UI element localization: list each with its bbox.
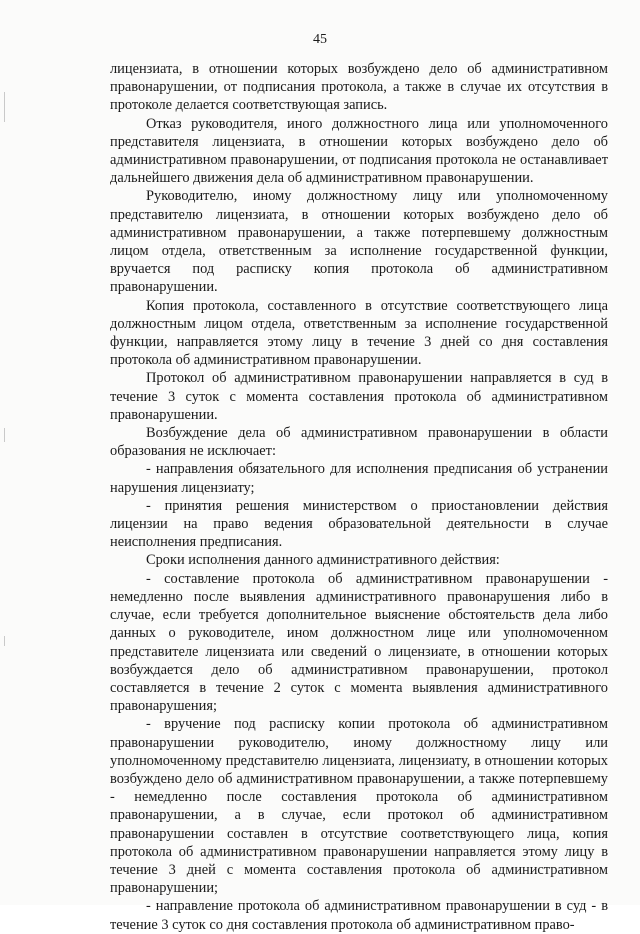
paragraph: Сроки исполнения данного административного действия: bbox=[146, 552, 500, 569]
paragraph: Возбуждение дела об административном правонарушении в области образования не исключает: bbox=[110, 425, 608, 460]
scan-margin-mark bbox=[4, 92, 5, 122]
list-item: - направление протокола об административном правонарушении в суд - в течение 3 суток со дня составления протокола об административном право- bbox=[110, 898, 608, 933]
paragraph: Копия протокола, составленного в отсутствие соответствующего лица должностным лицом отдела, ответственным за исполнение государственной функции, направляется этому лицу в течение 3 дней со дня составления протокола об административном правонарушении. bbox=[110, 297, 608, 369]
list-item: - вручение под расписку копии протокола об административном правонарушении руководителю, иному должностному лицу или уполномоченному представителю лицензиата, лицензиату, в отношении которых возбуждено дело об административном правонарушении, а также потерпевшему - немедленно после составления протокола об административном правонарушении, а в случае, если протокол об административном правонарушении составлен в отсутствие соответствующего лица, копия протокола об административном правонарушении направляется этому лицу в течение 3 дней с момента составления протокола об административном правонарушении; bbox=[110, 716, 608, 897]
paragraph: Протокол об административном правонарушении направляется в суд в течение 3 суток с момента составления протокола об административном правонарушении. bbox=[110, 370, 608, 423]
page-number: 45 bbox=[313, 32, 327, 47]
document-body bbox=[110, 60, 608, 934]
scan-margin-mark bbox=[4, 428, 5, 442]
list-item: - составление протокола об административном правонарушении - немедленно после выявления административного правонарушения либо в случае, если требуется дополнительное выяснение обстоятельств дела либо данных о руководителе, ином должностном лице или уполномоченном представителе лицензиата или сведений о лицензиате, в отношении которых возбуждается дело об административном правонарушении, протокол составляется в течение 2 суток с момента выявления административного правонарушения; bbox=[110, 570, 608, 715]
scan-margin-mark bbox=[4, 636, 5, 646]
paragraph: Отказ руководителя, иного должностного лица или уполномоченного представителя лицензиата, в отношении которых возбуждено дело об административном правонарушении, от подписания протокола не останавливает дальнейшего движения дела об административном правонарушении. bbox=[110, 115, 608, 187]
paragraph-continuation: лицензиата, в отношении которых возбуждено дело об административном правонарушении, от подписания протокола, а также в случае их отсутствия в протоколе делается соответствующая запись. bbox=[110, 61, 608, 114]
list-item: - принятия решения министерством о приостановлении действия лицензии на право ведения образовательной деятельности в случае неисполнения предписания. bbox=[110, 497, 608, 551]
paragraph: Руководителю, иному должностному лицу или уполномоченному представителю лицензиата, в отношении которых возбуждено дело об административном правонарушении, а также потерпевшему должностным лицом отдела, ответственным за исполнение государственной функции, вручается под расписку копия протокола об административном правонарушении. bbox=[110, 188, 608, 296]
list-item: - направления обязательного для исполнения предписания об устранении нарушения лицензиату; bbox=[110, 461, 608, 496]
